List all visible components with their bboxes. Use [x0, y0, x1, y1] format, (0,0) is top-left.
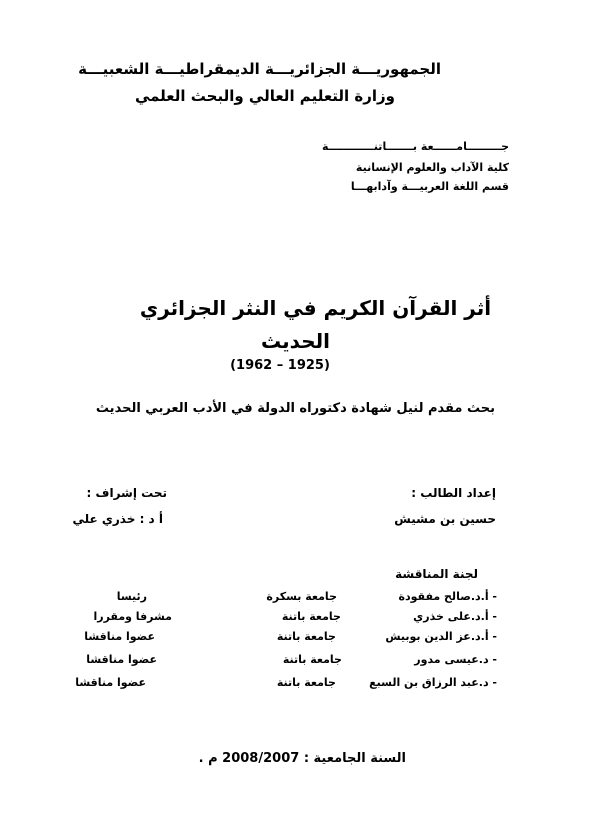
committee-member-role: عضوا مناقشا [84, 630, 155, 643]
committee-member-name: - أ.د.صالح مفقودة [398, 590, 497, 603]
thesis-subtitle: بحث مقدم لنيل شهادة دكتوراه الدولة في الأدب العربي الحديث [95, 401, 495, 416]
committee-member-name: - د.عيسى مدور [414, 653, 497, 666]
university-name: جـــــــــامــــــعة بـــــــاتنــــــــــــة [322, 140, 509, 153]
committee-member-university: جامعة باتنة [276, 676, 336, 689]
committee-member-university: جامعة بسكرة [266, 590, 337, 603]
ministry-heading: وزارة التعليم العالي والبحث العلمي [134, 87, 395, 105]
committee-title: لجنة المناقشة [395, 567, 478, 581]
committee-member-role: عضوا مناقشا [86, 653, 157, 666]
thesis-title-line1: أثر القرآن الكريم في النثر الجزائري [139, 296, 492, 320]
committee-member-role: مشرفا ومقررا [93, 610, 172, 623]
committee-member-role: رئيسا [116, 590, 147, 603]
prepared-by-label: إعداد الطالب : [411, 486, 496, 500]
committee-member-role: عضوا مناقشا [75, 676, 146, 689]
committee-member-university: جامعة باتنة [282, 653, 342, 666]
republic-heading: الجمهوريـــة الجزائريـــة الديمقراطيـــة الشعبيـــة [78, 60, 441, 78]
committee-member-name: - أ.د.على خذري [413, 610, 497, 623]
thesis-title-line2: الحديث [260, 329, 330, 353]
committee-member-university: جامعة باتنة [276, 630, 336, 643]
faculty-name: كلية الآداب والعلوم الإنسانية [355, 161, 509, 174]
committee-member-university: جامعة باتنة [281, 610, 341, 623]
committee-member-name: - أ.د.عز الدين بوبيش [385, 630, 497, 643]
supervisor-name: أ د : خذري علي [72, 512, 163, 526]
academic-year: السنة الجامعية : 2008/2007 م . [198, 751, 406, 766]
committee-member-name: - د.عبد الرزاق بن السبع [369, 676, 497, 689]
supervision-label: تحت إشراف : [86, 486, 167, 500]
thesis-years: (1925 – 1962) [230, 358, 330, 373]
department-name: قسم اللغة العربيـــة وآدابهـــا [350, 180, 509, 193]
student-name: حسين بن مشيش [394, 512, 496, 526]
